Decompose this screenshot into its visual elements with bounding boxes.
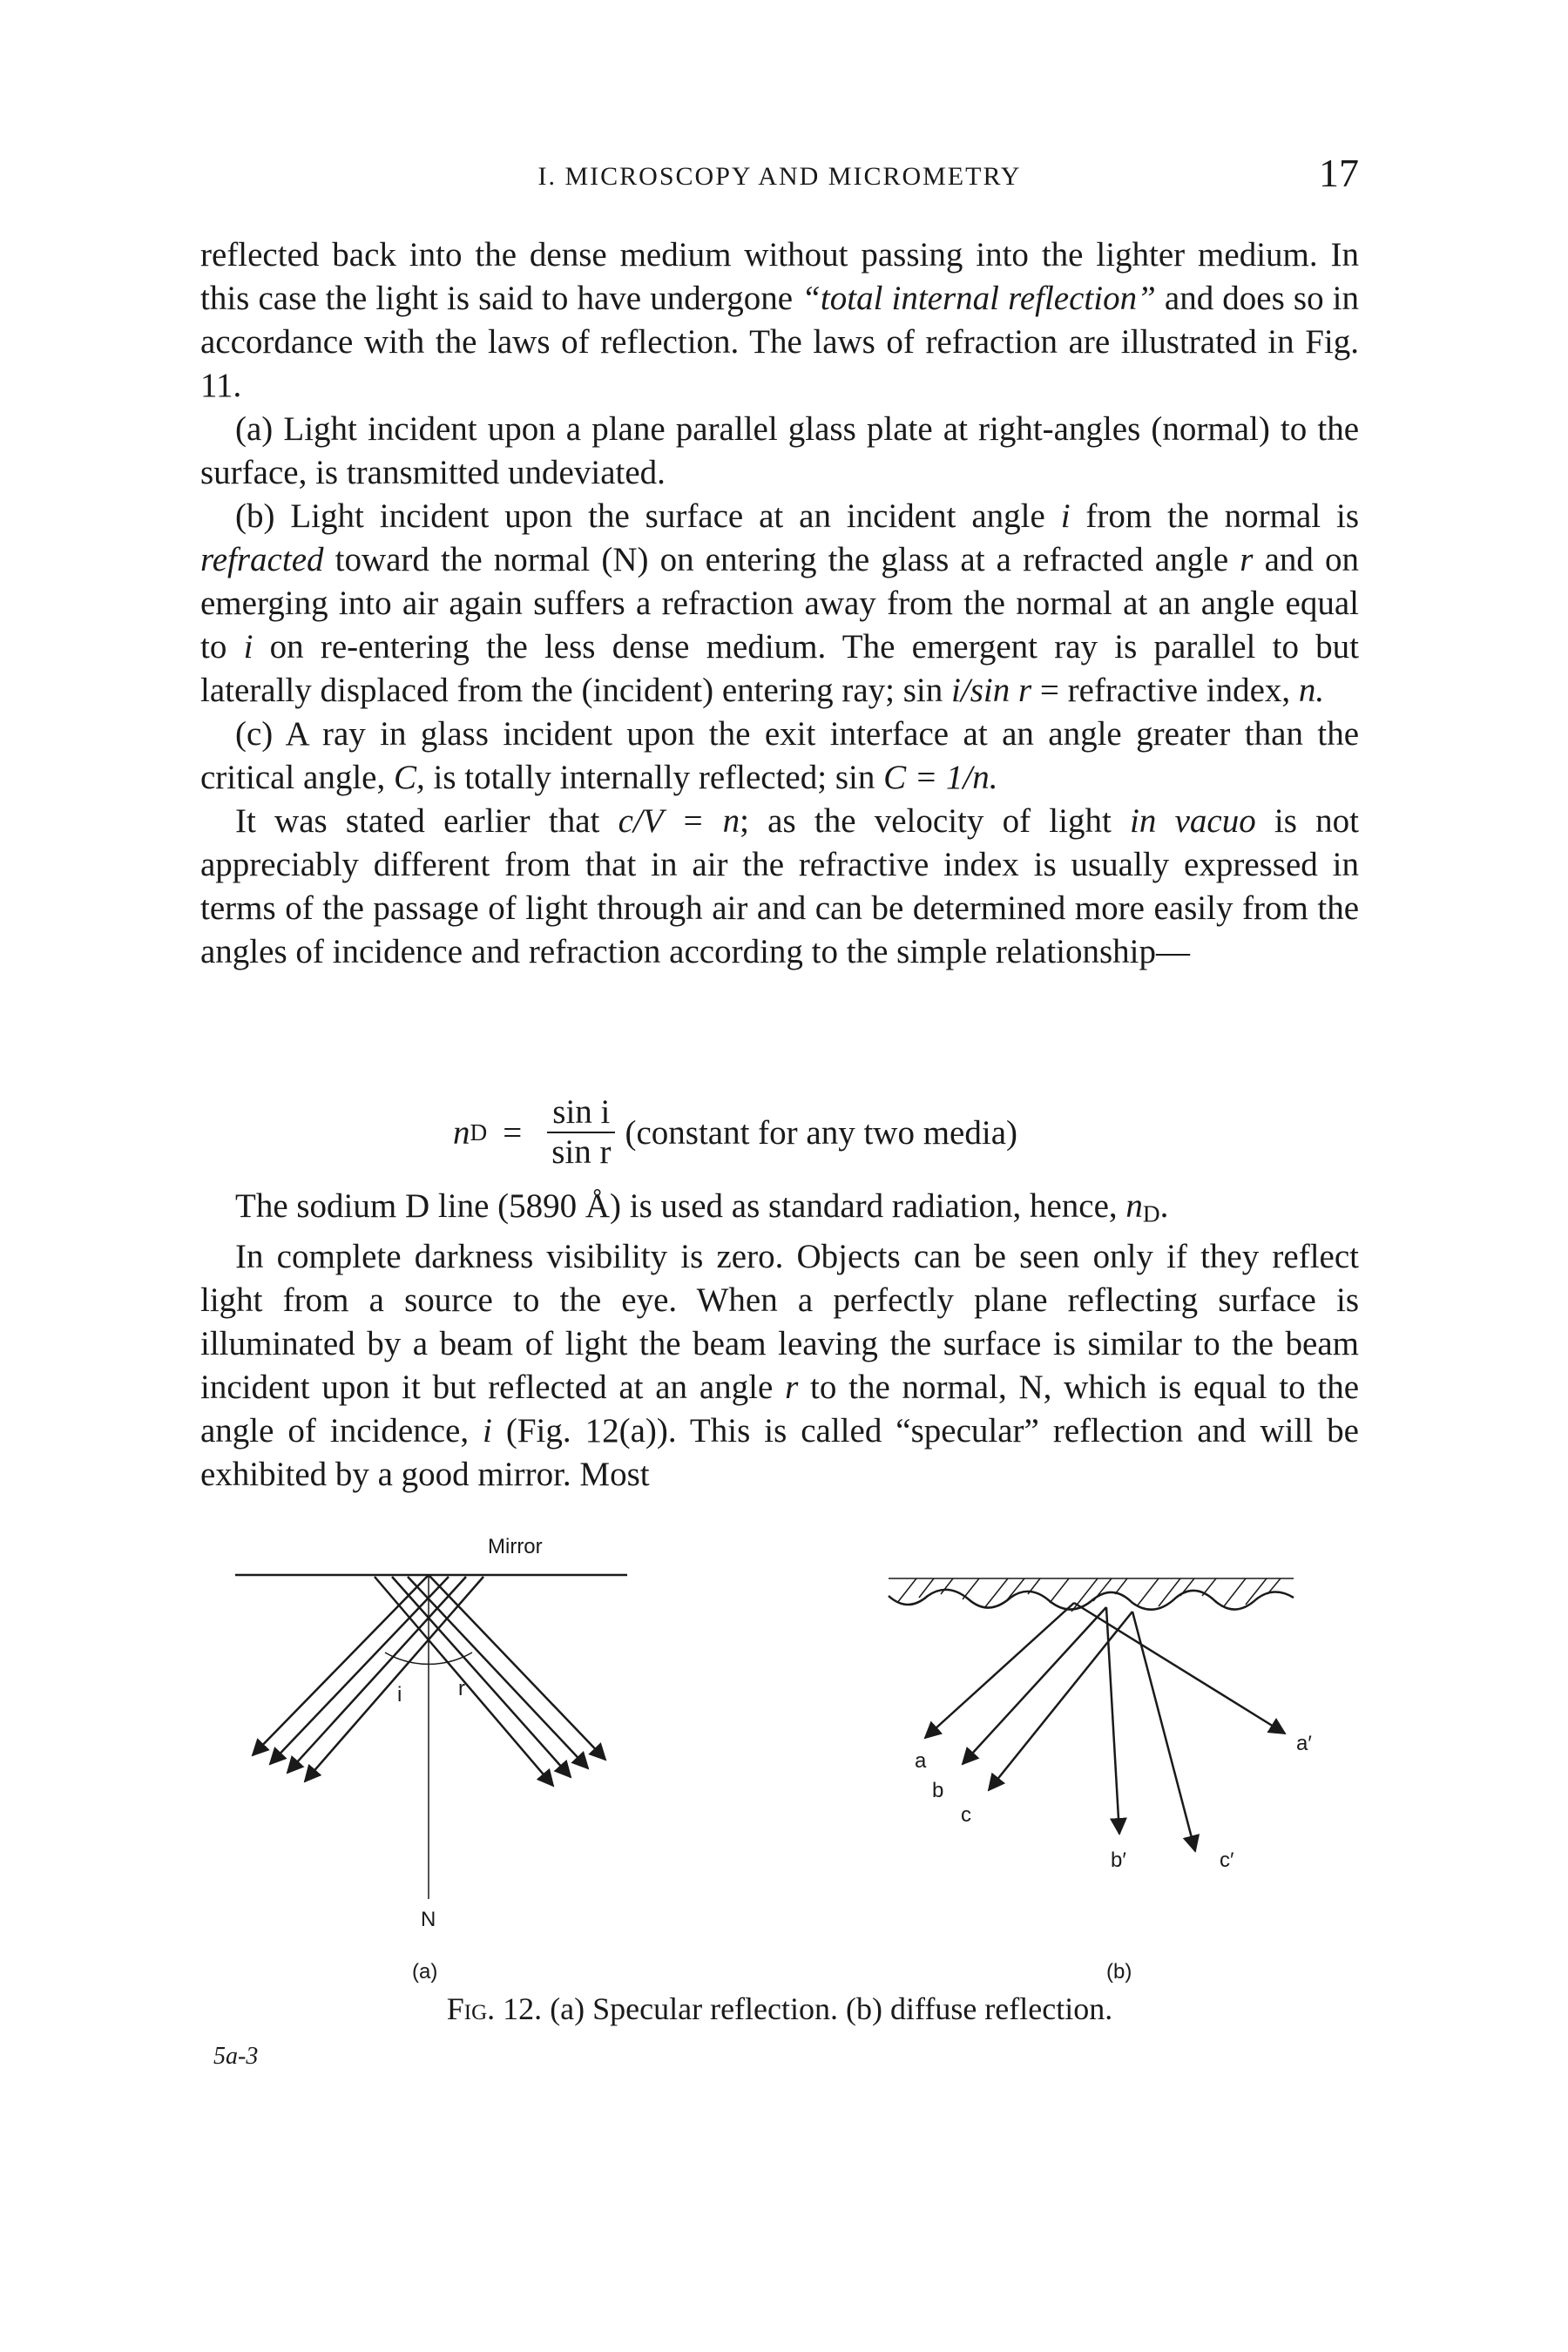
reflected-ray xyxy=(392,1577,571,1777)
paragraph-specular: In complete darkness visibility is zero. Objects can be seen only if they reflect light from a source to the eye. When a perfectly plane reflecting surface is illuminated by a beam of light the beam leaving the surface is similar to the beam incident upon it but reflected at an angle r to the normal, N, which is equal to the angle of incidence, i (Fig. 12(a)). This is called “specular” reflection and will be exhibited by a good mirror. Most xyxy=(200,1238,1360,1494)
equation-lhs: n xyxy=(453,1113,470,1152)
figure-caption xyxy=(200,1990,1359,2027)
signature-mark: 5a-3 xyxy=(213,2043,259,2070)
incident-ray-a xyxy=(925,1603,1074,1738)
ray-c-prime-label: c′ xyxy=(1220,1848,1234,1872)
body-text-continued xyxy=(200,1185,1359,1497)
incident-ray xyxy=(287,1577,466,1773)
paragraph-law-c: (c) A ray in glass incident upon the exit interface at an angle greater than the critical angle, C, is totally internally reflected; sin C = 1/n. xyxy=(200,715,1359,796)
equation-equals: = xyxy=(503,1113,523,1152)
page-number: 17 xyxy=(1319,151,1359,195)
figure-number: Fig. 12. xyxy=(446,1991,543,2026)
running-head: I. MICROSCOPY AND MICROMETRY xyxy=(537,162,1022,191)
equation-fraction xyxy=(546,1093,616,1172)
paragraph-law-b: (b) Light incident upon the surface at an incident angle i from the normal is refracted toward the normal (N) on entering the glass at a refracted angle r and on emerging into air again suffers a refraction away from the normal at an angle equal to i on re-entering the less dense medium. The emergent ray is parallel to but laterally displaced from the (incident) entering ray; sin i/sin r = refractive index, n. xyxy=(200,497,1359,709)
mirror-label: Mirror xyxy=(488,1535,543,1558)
reflected-ray xyxy=(408,1577,588,1768)
ray-a-prime-label: a′ xyxy=(1296,1732,1312,1755)
panel-b-label: (b) xyxy=(1106,1960,1132,1984)
paragraph-total-internal-reflection: reflected back into the dense medium without passing into the lighter medium. In this case the light is said to have undergone “total internal reflection” and does so in accordance with the laws of reflection. The laws of refraction are illustrated in Fig. 11. xyxy=(200,236,1360,404)
angle-r-label: r xyxy=(458,1677,465,1700)
reflected-ray xyxy=(429,1575,605,1760)
refractive-index-equation xyxy=(453,1085,1017,1180)
page-header xyxy=(200,150,1359,202)
equation-note: (constant for any two media) xyxy=(625,1113,1017,1152)
ray-a-label: a xyxy=(915,1749,927,1773)
reflection-diagram xyxy=(200,1533,1359,1969)
equation-lhs-subscript: D xyxy=(470,1119,488,1146)
reflected-ray-c-prime xyxy=(1132,1612,1195,1851)
reflected-ray-b-prime xyxy=(1106,1607,1119,1834)
ray-b-prime-label: b′ xyxy=(1111,1848,1126,1872)
incident-ray xyxy=(305,1577,483,1781)
ray-b-label: b xyxy=(932,1779,944,1802)
reflected-ray-a-prime xyxy=(1074,1603,1285,1734)
paragraph-refractive-index: It was stated earlier that c/V = n; as the velocity of light in vacuo is not appreciably different from that in air the refractive index is usually expressed in terms of the passage of light through air and can be determined more easily from the angles of incidence and refraction according to the simple relationship— xyxy=(200,802,1360,970)
equation-denominator: sin r xyxy=(551,1133,612,1171)
body-text xyxy=(200,233,1359,974)
equation-numerator: sin i xyxy=(547,1093,615,1133)
caption-text: (a) Specular reflection. (b) diffuse reflection. xyxy=(542,1991,1113,2026)
figure-12 xyxy=(200,1533,1359,1984)
panel-a-label: (a) xyxy=(412,1960,438,1984)
rough-surface xyxy=(889,1590,1294,1610)
normal-n-label: N xyxy=(421,1908,436,1931)
incident-ray xyxy=(253,1575,429,1755)
ray-c-label: c xyxy=(961,1803,971,1827)
paragraph-law-a: (a) Light incident upon a plane parallel glass plate at right-angles (normal) to the surface, is transmitted undeviated. xyxy=(200,410,1359,491)
angle-i-label: i xyxy=(397,1683,402,1707)
incident-ray xyxy=(270,1577,449,1764)
paragraph-sodium-line: The sodium D line (5890 Å) is used as standard radiation, hence, nD. xyxy=(235,1187,1169,1227)
